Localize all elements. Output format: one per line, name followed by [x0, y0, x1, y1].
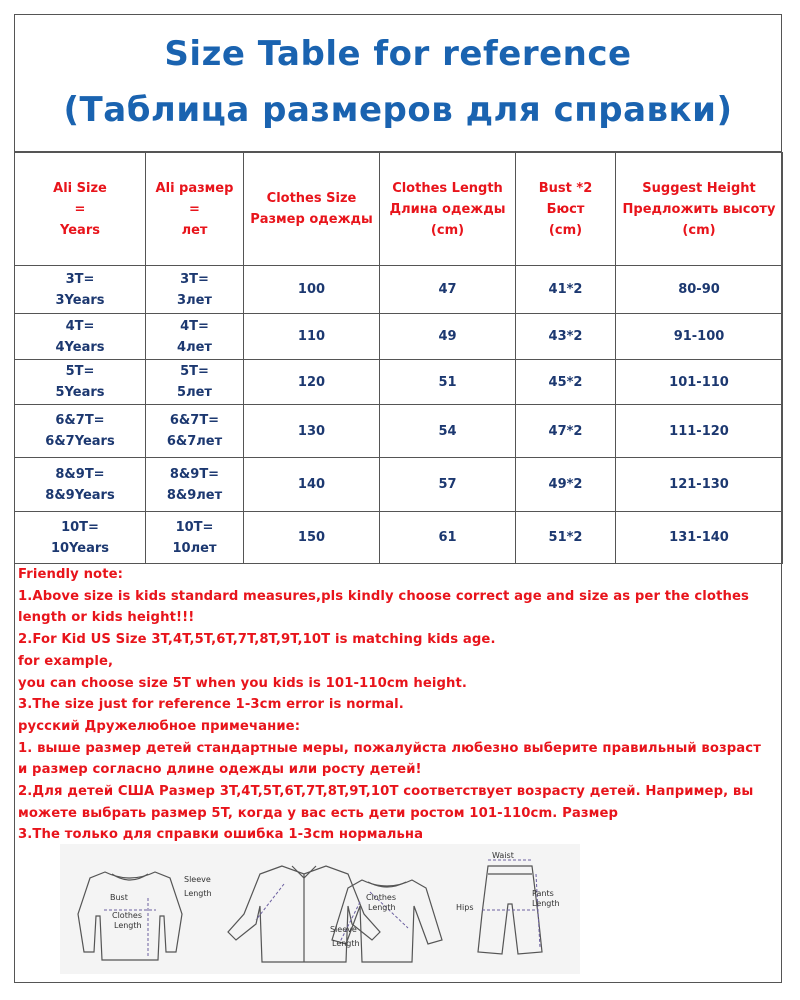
- header-clothes-size: Clothes Size Размер одежды: [244, 153, 380, 266]
- cell-clothes-length: 54: [380, 405, 516, 458]
- cell-clothes-length: 49: [380, 314, 516, 360]
- cell-ali-size: 4T= 4Years: [15, 314, 146, 360]
- cell-clothes-length: 51: [380, 360, 516, 405]
- table-row: [15, 512, 783, 564]
- label-length-4: Length: [332, 939, 360, 948]
- note-line: и размер согласно длине одежды или росту детей!: [18, 762, 422, 778]
- header-suggest-height: Suggest Height Предложить высоту (cm): [616, 153, 783, 266]
- friendly-notes: [18, 564, 778, 846]
- note-line: 3.The только для справки ошибка 1-3cm нормальна: [18, 827, 424, 843]
- label-waist: Waist: [492, 851, 514, 860]
- cell-height: 101-110: [616, 360, 783, 405]
- label-length-5: Length: [532, 899, 560, 908]
- cell-ali-size: 8&9T= 8&9Years: [15, 458, 146, 512]
- cell-ali-razmer: 3T= 3лет: [146, 266, 244, 314]
- cell-height: 91-100: [616, 314, 783, 360]
- title-russian: (Таблица размеров для справки): [63, 90, 733, 130]
- measurement-diagrams: [60, 844, 580, 974]
- cell-bust: 45*2: [516, 360, 616, 405]
- note-line: можете выбрать размер 5T, когда у вас есть дети ростом 101-110cm. Размер: [18, 805, 619, 821]
- cell-bust: 51*2: [516, 512, 616, 564]
- cell-height: 121-130: [616, 458, 783, 512]
- table-row: [15, 314, 783, 360]
- label-sleeve-2: Sleeve: [330, 925, 357, 934]
- note-line: 3.The size just for reference 1-3cm error is normal.: [18, 697, 404, 713]
- cell-ali-razmer: 6&7T= 6&7лет: [146, 405, 244, 458]
- label-clothes-1: Clothes: [112, 911, 142, 920]
- label-length-2: Length: [184, 889, 212, 898]
- cell-ali-razmer: 10T= 10лет: [146, 512, 244, 564]
- table-row: [15, 458, 783, 512]
- cell-clothes-size: 130: [244, 405, 380, 458]
- cell-clothes-length: 57: [380, 458, 516, 512]
- table-row: [15, 405, 783, 458]
- cell-clothes-size: 100: [244, 266, 380, 314]
- note-line: 1. выше размер детей стандартные меры, пожалуйста любезно выберите правильный возраст: [18, 740, 761, 756]
- cell-clothes-size: 140: [244, 458, 380, 512]
- cell-ali-razmer: 4T= 4лет: [146, 314, 244, 360]
- cell-clothes-size: 110: [244, 314, 380, 360]
- header-clothes-length: Clothes Length Длина одежды (cm): [380, 153, 516, 266]
- cell-ali-size: 6&7T= 6&7Years: [15, 405, 146, 458]
- table-header-row: [15, 153, 783, 266]
- cell-bust: 41*2: [516, 266, 616, 314]
- header-bust: Bust *2 Бюст (cm): [516, 153, 616, 266]
- cell-ali-razmer: 5T= 5лет: [146, 360, 244, 405]
- cell-bust: 47*2: [516, 405, 616, 458]
- cell-ali-size: 5T= 5Years: [15, 360, 146, 405]
- note-line: for example,: [18, 653, 114, 669]
- note-line: length or kids height!!!: [18, 610, 195, 626]
- note-line: 1.Above size is kids standard measures,pls kindly choose correct age and size as per the clothes: [18, 588, 749, 604]
- cell-ali-size: 3T= 3Years: [15, 266, 146, 314]
- label-sleeve-1: Sleeve: [184, 875, 211, 884]
- cell-clothes-size: 150: [244, 512, 380, 564]
- cell-ali-razmer: 8&9T= 8&9лет: [146, 458, 244, 512]
- size-table: [14, 152, 783, 564]
- label-pants: Pants: [532, 889, 554, 898]
- note-heading-russian: русский Дружелюбное примечание:: [18, 718, 301, 734]
- label-hips: Hips: [456, 903, 474, 912]
- cell-clothes-length: 47: [380, 266, 516, 314]
- label-clothes-2: Clothes: [366, 893, 396, 902]
- label-bust: Bust: [110, 893, 128, 902]
- header-ali-razmer: Ali размер = лет: [146, 153, 244, 266]
- title-block: [14, 14, 782, 152]
- cell-height: 111-120: [616, 405, 783, 458]
- cell-clothes-length: 61: [380, 512, 516, 564]
- cell-ali-size: 10T= 10Years: [15, 512, 146, 564]
- cell-clothes-size: 120: [244, 360, 380, 405]
- table-row: [15, 266, 783, 314]
- cell-bust: 43*2: [516, 314, 616, 360]
- note-line: you can choose size 5T when you kids is 101-110cm height.: [18, 675, 468, 691]
- cell-height: 80-90: [616, 266, 783, 314]
- note-line: 2.Для детей США Размер 3T,4T,5T,6T,7T,8T,9T,10T соответствует возрасту детей. Например, вы: [18, 784, 754, 800]
- note-line: 2.For Kid US Size 3T,4T,5T,6T,7T,8T,9T,10T is matching kids age.: [18, 632, 496, 648]
- label-length-3: Length: [368, 903, 396, 912]
- title-english: Size Table for reference: [164, 34, 632, 74]
- measurement-diagrams-svg: [60, 844, 580, 974]
- cell-bust: 49*2: [516, 458, 616, 512]
- note-heading: Friendly note:: [18, 567, 124, 582]
- header-ali-size: Ali Size = Years: [15, 153, 146, 266]
- cell-height: 131-140: [616, 512, 783, 564]
- table-row: [15, 360, 783, 405]
- label-length-1: Length: [114, 921, 142, 930]
